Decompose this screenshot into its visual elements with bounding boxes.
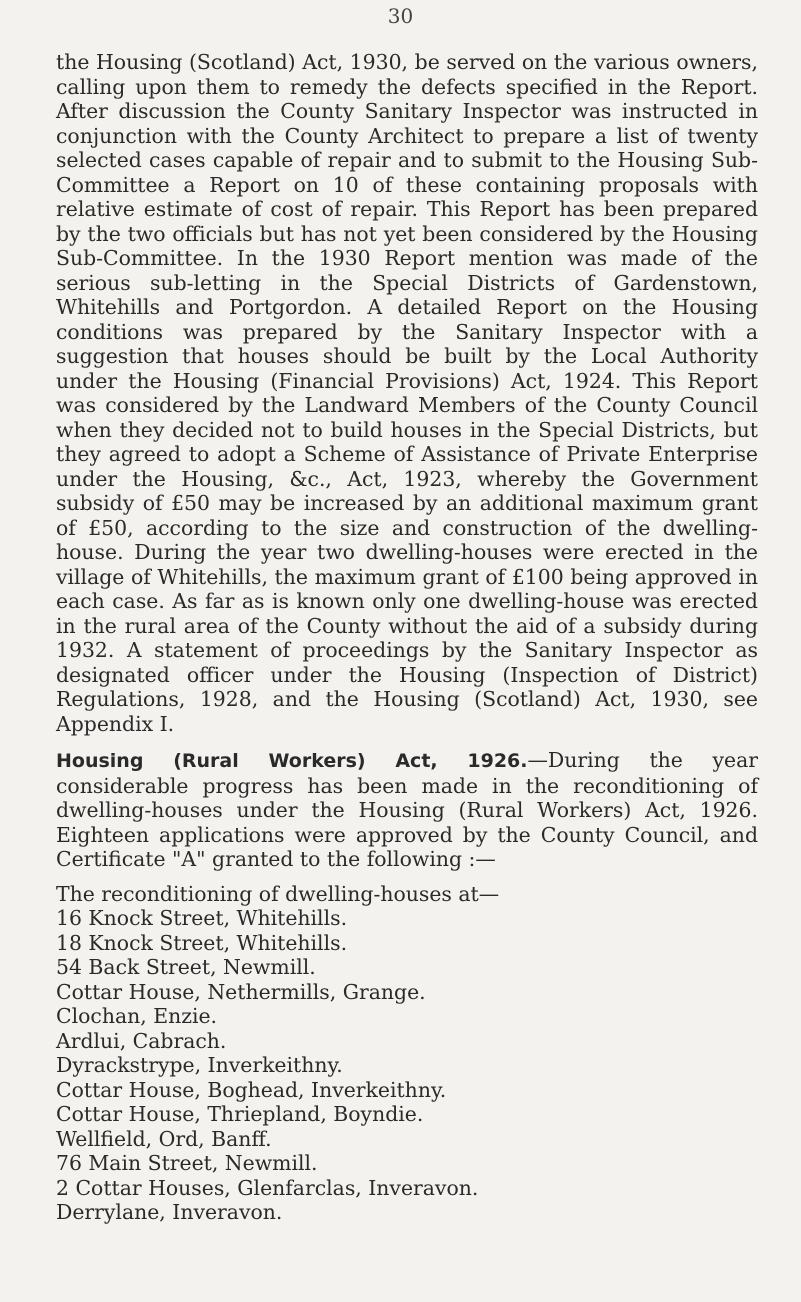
list-item: 2 Cottar Houses, Glenfarclas, Inveravon. — [56, 1175, 479, 1200]
list-item: 54 Back Street, Newmill. — [56, 955, 316, 979]
paragraph-continued: the Housing (Scotland) Act, 1930, be served on the various owners, calling upon them to remedy the defects specified in the Report. After discussion the County Sanitary Inspector was instructed in conjunction with the County Architect to prepare a list of twenty selected cases capable of repair and to submit to the Housing Sub-Committee a Report on 10 of these containing proposals with relative estimate of cost of repair. This Report has been prepared by the two officials but has not yet been considered by the Housing Sub-Committee. In the 1930 Report mention was made of the serious sub-letting in the Special Districts of Gardenstown, Whitehills and Portgordon. A detailed Report on the Housing conditions was prepared by the Sanitary Inspector with a suggestion that houses should be built by the Local Authority under the Housing (Financial Provisions) Act, 1924. This Report was considered by the Landward Members of the County Council when they decided not to build houses in the Special Districts, but they agreed to adopt a Scheme of Assistance of Private Enterprise under the Housing, &c., Act, 1923, whereby the Government subsidy of £50 may be increased by an additional maximum grant of £50, according to the size and construction of the dwelling-house. During the year two dwelling-houses were erected in the village of Whitehills, the maximum grant of £100 being approved in each case. As far as is known only one dwelling-house was erected in the rural area of the County without the aid of a subsidy during 1932. A statement of proceedings by the Sanitary Inspector as designated officer under the Housing (Inspection of District) Regulations, 1928, and the Housing (Scotland) Act, 1930, see Appendix I. — [56, 50, 758, 736]
list-item: 16 Knock Street, Whitehills. — [56, 906, 348, 930]
list-item: 18 Knock Street, Whitehills. — [56, 930, 348, 955]
page-number: 30 — [387, 4, 414, 28]
section-text: —During the year considerable progress has been made in the reconditioning of dwelling-houses under the Housing (Rural Workers) Act, 1926. Eighteen applications were approved by the County Council, and Certificate "A" granted to the following :— — [56, 748, 758, 871]
body-text — [56, 50, 758, 1225]
address-list — [56, 906, 758, 1225]
list-item: Dyrackstrype, Inverkeithny. — [56, 1053, 343, 1077]
list-item: Cottar House, Nethermills, Grange. — [56, 979, 426, 1004]
list-item: 76 Main Street, Newmill. — [56, 1151, 318, 1175]
list-item: Cottar House, Thriepland, Boyndie. — [56, 1102, 424, 1126]
list-item: Cottar House, Boghead, Inverkeithny. — [56, 1077, 447, 1102]
list-intro: The reconditioning of dwelling-houses at— — [56, 881, 500, 906]
list-item: Wellfield, Ord, Banff. — [56, 1126, 272, 1151]
paragraph-rural-workers — [56, 748, 758, 872]
list-item: Ardlui, Cabrach. — [56, 1028, 227, 1053]
list-item: Clochan, Enzie. — [56, 1004, 218, 1028]
section-heading: Housing (Rural Workers) Act, 1926. — [56, 750, 528, 772]
list-item: Derrylane, Inveravon. — [56, 1200, 283, 1224]
